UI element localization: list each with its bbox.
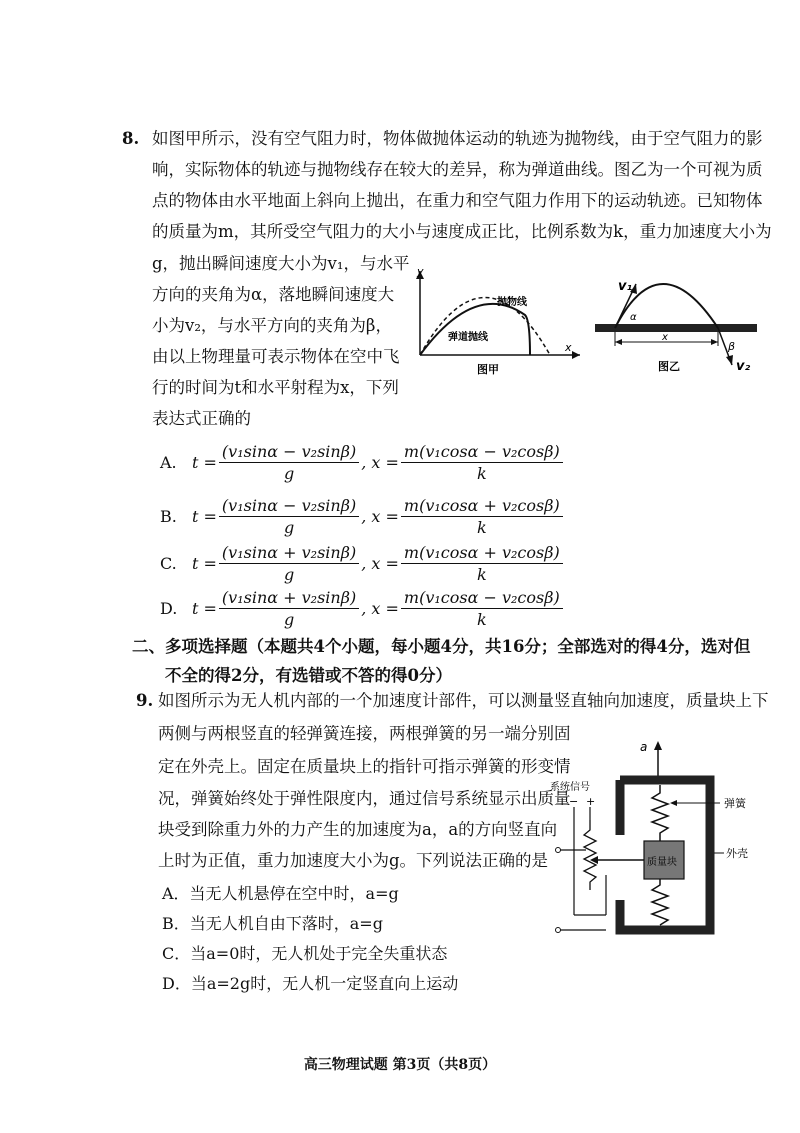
t-numerator: (v₁sinα − v₂sinβ)	[219, 442, 359, 463]
option-label: D.	[160, 599, 178, 618]
q8-line-5: g，抛出瞬间速度大小为v₁，与水平	[152, 254, 410, 273]
t-denominator: g	[283, 518, 295, 537]
q8-option-d[interactable]: D. t = $\frac{\text{(v₁sinα + v₂sinβ)}}{g}$ , x = $\frac{\text{m(v₁cosα − v₂cosβ)}}{k}$	[160, 588, 565, 629]
q8-line-4: 的质量为m，其所受空气阻力的大小与速度成正比，比例系数为k，重力加速度大小为	[152, 222, 772, 241]
x-numerator: m(v₁cosα + v₂cosβ)	[401, 543, 563, 564]
q9-option-b[interactable]: B．当无人机自由下落时，a=g	[162, 914, 383, 933]
figure-yi	[590, 270, 765, 380]
section-2-heading: 二、多项选择题（本题共4个小题，每小题4分，共16分；全部选对的得4分，选对但	[132, 637, 751, 656]
t-denominator: g	[283, 464, 295, 483]
label-shell: 外壳	[726, 847, 748, 860]
fig-yi-caption: 图乙	[658, 360, 680, 373]
label-plus: +	[586, 795, 596, 808]
page-footer: 高三物理试题 第3页（共8页）	[303, 1057, 497, 1073]
t-denominator: g	[283, 565, 295, 584]
q9-line-3: 定在外壳上。固定在质量块上的指针可指示弹簧的形变情	[158, 757, 571, 776]
fig-yi-v2: v₂	[736, 359, 751, 374]
q9-line-5: 块受到除重力外的力产生的加速度为a，a的方向竖直向	[158, 820, 558, 839]
q9-line-6: 上时为正值，重力加速度大小为g。下列说法正确的是	[158, 851, 549, 870]
q8-line-8: 由以上物理量可表示物体在空中飞	[152, 347, 400, 366]
x-numerator: m(v₁cosα − v₂cosβ)	[401, 588, 563, 609]
fig-jia-parabola-label: 抛物线	[497, 297, 527, 308]
q9-line-1: 如图所示为无人机内部的一个加速度计部件，可以测量竖直轴向加速度，质量块上下	[158, 691, 769, 710]
x-numerator: m(v₁cosα + v₂cosβ)	[401, 496, 563, 517]
option-label: C.	[160, 554, 177, 573]
figure-jia	[405, 265, 585, 380]
section-2-note: 不全的得2分，有选错或不答的得0分）	[165, 666, 452, 685]
q8-line-3: 点的物体由水平地面上斜向上抛出，在重力和空气阻力作用下的运动轨迹。已知物体	[152, 191, 763, 210]
q9-number: 9.	[136, 691, 154, 710]
x-denominator: k	[476, 518, 487, 537]
label-mass: 质量块	[647, 857, 677, 868]
x-denominator: k	[476, 464, 487, 483]
fig-jia-x-label: x	[565, 341, 572, 354]
fig-yi-alpha: α	[630, 312, 637, 323]
q8-option-c[interactable]: C. t = $\frac{\text{(v₁sinα + v₂sinβ)}}{g}$ , x = $\frac{\text{m(v₁cosα + v₂cosβ)}}{k}$	[160, 543, 565, 584]
q9-option-c[interactable]: C．当a=0时，无人机处于完全失重状态	[162, 944, 448, 963]
q8-option-a[interactable]: A. t = $\frac{\text{(v₁sinα − v₂sinβ)}}{g}$ , x = $\frac{\text{m(v₁cosα − v₂cosβ)}}{k}$	[160, 442, 565, 483]
q9-option-d[interactable]: D．当a=2g时，无人机一定竖直向上运动	[162, 974, 459, 993]
fig-jia-ballistic-label: 弹道抛线	[448, 332, 488, 343]
option-label: A.	[160, 453, 177, 472]
q8-line-2: 响，实际物体的轨迹与抛物线存在较大的差异，称为弹道曲线。图乙为一个可视为质	[152, 160, 763, 179]
q9-line-4: 况，弹簧始终处于弹性限度内，通过信号系统显示出质量	[158, 789, 571, 808]
q8-line-7: 小为v₂，与水平方向的夹角为β，	[152, 316, 392, 335]
fig-yi-beta: β	[728, 340, 736, 353]
q8-line-6: 方向的夹角为α，落地瞬间速度大	[152, 285, 395, 304]
q8-line-10: 表达式正确的	[152, 409, 251, 428]
fig-jia-y-label: y	[417, 265, 424, 278]
t-denominator: g	[283, 610, 295, 629]
label-spring: 弹簧	[724, 797, 746, 810]
q9-option-a[interactable]: A．当无人机悬停在空中时，a=g	[162, 884, 399, 903]
q8-number: 8.	[122, 129, 140, 148]
q8-line-1: 如图甲所示，没有空气阻力时，物体做抛体运动的轨迹为抛物线，由于空气阻力的影	[152, 129, 763, 148]
x-numerator: m(v₁cosα − v₂cosβ)	[401, 442, 563, 463]
q9-line-2: 两侧与两根竖直的轻弹簧连接，两根弹簧的另一端分别固	[158, 724, 571, 743]
fig-yi-v1: v₁	[618, 279, 633, 294]
fig-jia-caption: 图甲	[477, 363, 499, 376]
t-numerator: (v₁sinα + v₂sinβ)	[219, 588, 359, 609]
q8-option-b[interactable]: B. t = $\frac{\text{(v₁sinα − v₂sinβ)}}{g}$ , x = $\frac{\text{m(v₁cosα + v₂cosβ)}}{k}$	[160, 496, 565, 537]
label-minus: −	[569, 795, 579, 808]
label-a: a	[640, 740, 648, 754]
x-denominator: k	[476, 610, 487, 629]
fig-yi-x: x	[662, 332, 668, 343]
label-signal: 系统信号	[550, 782, 590, 793]
q8-line-9: 行的时间为t和水平射程为x，下列	[152, 378, 399, 397]
t-numerator: (v₁sinα + v₂sinβ)	[219, 543, 359, 564]
option-label: B.	[160, 507, 177, 526]
accelerometer-figure	[540, 735, 760, 945]
x-denominator: k	[476, 565, 487, 584]
t-numerator: (v₁sinα − v₂sinβ)	[219, 496, 359, 517]
